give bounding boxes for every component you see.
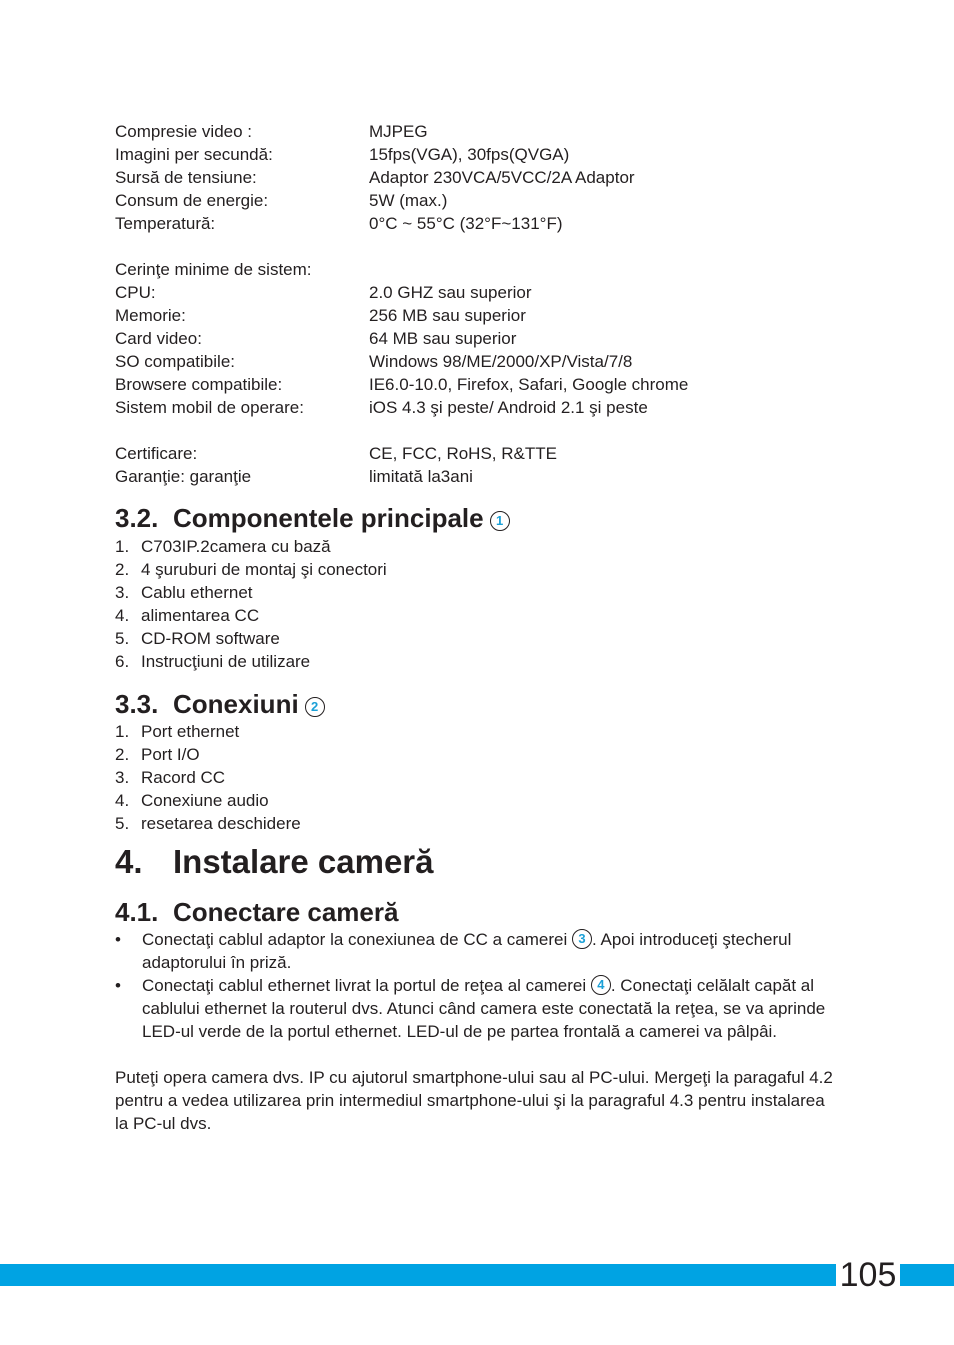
spec-label: Browsere compatibile: [115, 375, 283, 394]
figure-ref-icon: 1 [490, 511, 510, 531]
section-title: Conexiuni [173, 689, 299, 719]
spec-row [115, 189, 688, 212]
item-text: Port ethernet [141, 722, 240, 741]
list-item [115, 789, 301, 812]
spec-label: Certificare: [115, 444, 198, 463]
list-item [115, 627, 387, 650]
bullet-text: Conectaţi cablul ethernet livrat la portul de reţea al camerei 4 . Conectaţi celălalt capăt al cablului ethernet la routerul dvs. Atunci când camera este conectată la reţea, se va aprinde LED-ul verde de la portul ethernet. LED-ul de pe partea frontală a camerei va pâlpâi. [142, 976, 826, 1041]
list-item [115, 766, 301, 789]
section-number: 4.1. [115, 897, 159, 927]
item-number: 4. [115, 791, 130, 810]
chapter-title: Instalare cameră [173, 843, 434, 880]
figure-ref-icon: 4 [591, 975, 611, 995]
section-title: Componentele principale [173, 503, 484, 533]
figure-ref-icon: 3 [572, 929, 592, 949]
bullet-text: Conectaţi cablul adaptor la conexiunea de CC a camerei 3 . Apoi introduceţi ştecherul adaptorului în priză. [142, 930, 792, 972]
item-number: 5. [115, 814, 130, 833]
spec-label: Memorie: [115, 306, 186, 325]
section-heading-3-2 [115, 503, 510, 534]
spec-value: Adaptor 230VCA/5VCC/2A Adaptor [369, 168, 635, 187]
body-paragraph: Puteţi opera camera dvs. IP cu ajutorul smartphone-ului sau al PC-ului. Mergeţi la paragaful 4.2 pentru a vedea utilizarea prin intermediul smartphone-ului şi la paragraful 4.3 pentru instalarea la PC-ul dvs. [115, 1068, 833, 1133]
bullet-item [115, 928, 845, 974]
spec-row [115, 465, 688, 488]
spec-row [115, 396, 688, 419]
spec-label: Imagini per secundă: [115, 145, 273, 164]
list-item [115, 581, 387, 604]
spec-row [115, 373, 688, 396]
spec-row [115, 281, 688, 304]
spec-label: Consum de energie: [115, 191, 269, 210]
spec-row [115, 327, 688, 350]
spec-value: 256 MB sau superior [369, 306, 526, 325]
spec-row [115, 143, 688, 166]
item-text: CD-ROM software [141, 629, 280, 648]
list-item [115, 743, 301, 766]
list-item [115, 650, 387, 673]
spec-value: 2.0 GHZ sau superior [369, 283, 532, 302]
spec-row [115, 304, 688, 327]
item-text: Cablu ethernet [141, 583, 253, 602]
list-item [115, 720, 301, 743]
spec-value: limitată la3ani [369, 467, 473, 486]
spec-value: 15fps(VGA), 30fps(QVGA) [369, 145, 570, 164]
spec-value: 64 MB sau superior [369, 329, 517, 348]
section-heading-3-3 [115, 689, 325, 720]
item-number: 2. [115, 560, 130, 579]
spec-label: SO compatibile: [115, 352, 235, 371]
spec-label: CPU: [115, 283, 156, 302]
item-number: 5. [115, 629, 130, 648]
section-number: 3.3. [115, 689, 159, 719]
requirements-heading [115, 258, 688, 281]
spec-table [115, 120, 688, 488]
item-text: alimentarea CC [141, 606, 260, 625]
spec-value: IE6.0-10.0, Firefox, Safari, Google chrome [369, 375, 689, 394]
list-item [115, 812, 301, 835]
bullet-item [115, 974, 845, 1043]
item-number: 3. [115, 583, 130, 602]
item-text: Racord CC [141, 768, 226, 787]
item-number: 1. [115, 722, 130, 741]
list-item [115, 604, 387, 627]
chapter-number: 4. [115, 843, 143, 880]
bullet-icon: • [115, 976, 121, 995]
item-number: 3. [115, 768, 130, 787]
spec-label: Compresie video : [115, 122, 253, 141]
section-heading-4-1 [115, 897, 398, 928]
item-number: 4. [115, 606, 130, 625]
spec-label: Sursă de tensiune: [115, 168, 257, 187]
instructions-list [115, 928, 845, 1043]
spec-label: Sistem mobil de operare: [115, 398, 304, 417]
footer-bar [0, 1264, 954, 1286]
spec-value: iOS 4.3 şi peste/ Android 2.1 şi peste [369, 398, 648, 417]
list-item [115, 535, 387, 558]
spec-value: CE, FCC, RoHS, R&TTE [369, 444, 557, 463]
spec-row [115, 166, 688, 189]
spec-value: 0°C ~ 55°C (32°F~131°F) [369, 214, 563, 233]
spec-value: Windows 98/ME/2000/XP/Vista/7/8 [369, 352, 633, 371]
bullet-icon: • [115, 930, 121, 949]
item-text: resetarea deschidere [141, 814, 301, 833]
item-number: 2. [115, 745, 130, 764]
spec-row [115, 120, 688, 143]
section-title: Conectare cameră [173, 897, 399, 927]
requirements-label: Cerinţe minime de sistem: [115, 260, 312, 279]
components-list [115, 535, 387, 673]
chapter-heading-4 [115, 843, 434, 881]
item-text: Conexiune audio [141, 791, 269, 810]
spec-label: Garanţie: garanţie [115, 467, 252, 486]
item-text: Instrucţiuni de utilizare [141, 652, 311, 671]
connections-list [115, 720, 301, 835]
spec-row [115, 442, 688, 465]
page-number: 105 [836, 1255, 900, 1295]
spec-value: MJPEG [369, 122, 428, 141]
spec-label: Temperatură: [115, 214, 216, 233]
section-number: 3.2. [115, 503, 159, 533]
item-text: C703IP.2camera cu bază [141, 537, 331, 556]
spec-row [115, 350, 688, 373]
spec-label: Card video: [115, 329, 202, 348]
spec-value: 5W (max.) [369, 191, 448, 210]
list-item [115, 558, 387, 581]
item-number: 6. [115, 652, 130, 671]
figure-ref-icon: 2 [305, 697, 325, 717]
item-number: 1. [115, 537, 130, 556]
item-text: 4 şuruburi de montaj şi conectori [141, 560, 387, 579]
spec-row [115, 212, 688, 235]
item-text: Port I/O [141, 745, 200, 764]
